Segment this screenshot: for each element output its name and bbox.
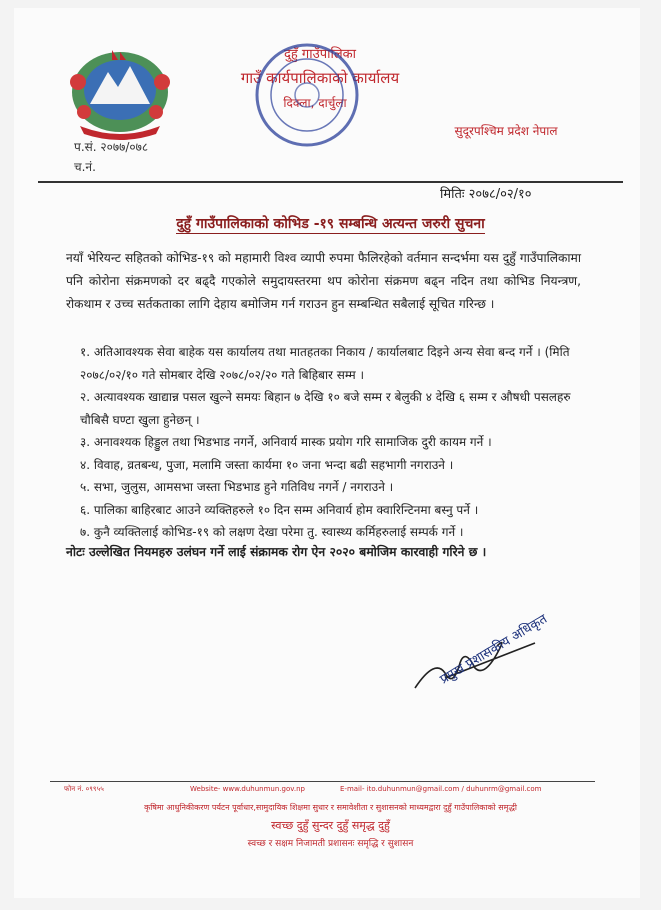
letter-date: मितिः २०७८/०२/१०: [440, 187, 532, 202]
subject-text: दुहुँ गाउँपालिकाको कोभिड -१९ सम्बन्धि अत्यन्त जरुरी सुचना: [176, 216, 485, 232]
footer-website: Website- www.duhunmun.gov.np: [190, 785, 305, 793]
reference-number: प.सं. २०७७/०७८: [74, 140, 149, 154]
office-seal-stamp: [250, 38, 365, 153]
header-divider: [38, 181, 623, 183]
province-name: सुदूरपश्चिम प्रदेश नेपाल: [454, 124, 558, 138]
municipality-name: दुहुँ गाउँपालिका: [283, 47, 357, 62]
footer-phone: फोन नं. ०९९५५: [64, 785, 104, 793]
note-text: नोटः उल्लेखित नियमहरु उलंघन गर्ने लाई संक्रामक रोग ऐन २०२० बमोजिम कारवाही गरिने छ ।: [66, 545, 487, 559]
directive-list: [66, 341, 586, 544]
directive-item: ३. अनावश्यक हिड्डुल तथा भिडभाड नगर्ने, अनिवार्य मास्क प्रयोग गरि सामाजिक दुरी कायम गर्ने ।: [80, 435, 492, 449]
footer-motto-primary: स्वच्छ दुहुँ सुन्दर दुहुँ समृद्ध दुहुँ: [271, 819, 390, 832]
footer-tagline: कृषिमा आधुनिकीकरण पर्यटन पूर्वाधार,सामुदायिक शिक्षमा सुधार र समावेशीता र सुशासनको माध्यमद्वारा दुहुँ गाउँपालिकाको समृद्धी: [144, 803, 517, 812]
directive-item: ६. पालिका बाहिरबाट आउने व्यक्तिहरुले १० दिन सम्म अनिवार्य होम क्वारिन्टिनमा बस्नु पर्ने ।: [80, 502, 479, 517]
footer-divider: [50, 781, 595, 782]
letter-subject: [0, 214, 661, 233]
signatory-title: प्रमुख प्रशासकीय अधिकृत: [437, 611, 550, 688]
dispatch-number: च.नं.: [74, 160, 96, 174]
office-location: दिक्ला, दार्चुला: [283, 96, 347, 110]
body-paragraph: नयाँ भेरियन्ट सहितको कोभिड-१९ को महामारी विश्व व्यापी रुपमा फैलिरहेको वर्तमान सन्दर्भमा यस दुहुँ गाउँपालिकामा पनि कोरोना संक्रमणको दर बढ्दै गएकोले समुदायस्तरमा थप कोरोना संक्रमण बढ्न नदिन तथा कोभिड नियन्त्रण, रोकथाम र उच्च सर्तकताका लागि देहाय बमोजिम गर्न गराउन हुन सम्बन्धित सबैलाई सूचित गरिन्छ ।: [66, 251, 581, 311]
office-name: गाउँ कार्यपालिकाको कार्यालय: [240, 69, 400, 87]
directive-item: १. अतिआवश्यक सेवा बाहेक यस कार्यालय तथा मातहतका निकाय / कार्यालबाट दिइने अन्य सेवा बन्द गर्ने । (मिति २०७८/०२/१० गते सोमबार देखि २०७८/०२/२० गते बिहिबार सम्म ।: [80, 345, 570, 382]
nepal-emblem-icon: [60, 42, 180, 142]
directive-item: ७. कुनै व्यक्तिलाई कोभिड-१९ को लक्षण देखा परेमा तु. स्वास्थ्य कर्मिहरुलाई सम्पर्क गर्ने ।: [80, 525, 464, 539]
directive-item: ५. सभा, जुलुस, आमसभा जस्ता भिडभाड हुने गतिविध नगर्ने / नगराउने ।: [80, 480, 394, 494]
footer-motto-secondary: स्वच्छ र सक्षम निजामती प्रशासनः समृद्धि र सुशासन: [247, 839, 414, 849]
directive-item: २. अत्यावश्यक खाद्यान्न पसल खुल्ने समयः बिहान ७ देखि १० बजे सम्म र बेलुकी ४ देखि ६ सम्म र औषधी पसलहरु चौबिसै घण्टा खुला हुनेछन् ।: [80, 390, 571, 427]
directive-item: ४. विवाह, व्रतबन्ध, पुजा, मलामि जस्ता कार्यमा १० जना भन्दा बढी सहभागी नगराउने ।: [80, 457, 454, 472]
footer-email: E-mail- ito.duhunmun@gmail.com / duhunrm@gmail.com: [340, 785, 542, 793]
